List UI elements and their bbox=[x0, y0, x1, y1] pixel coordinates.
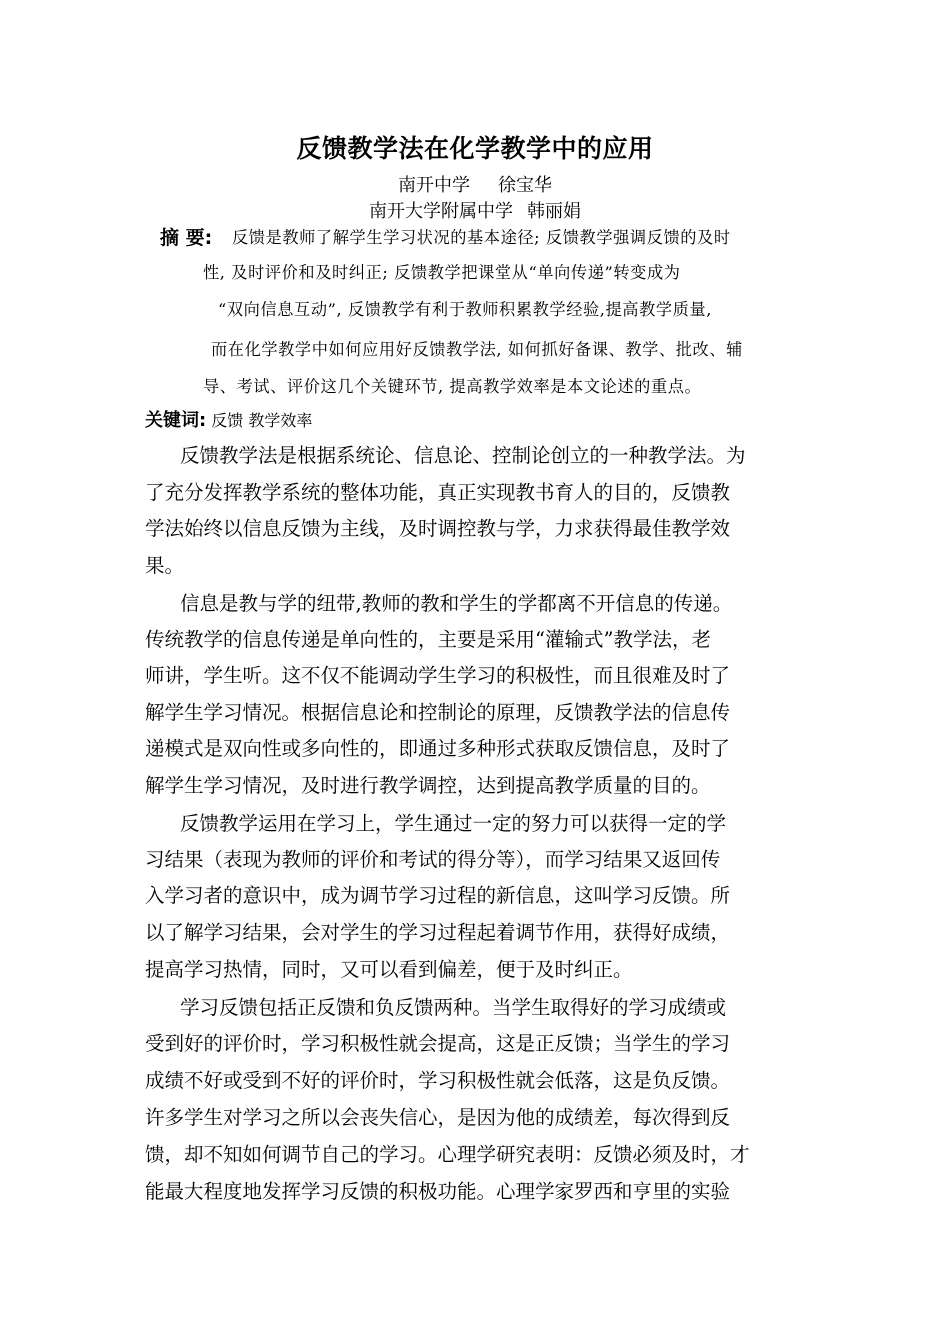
paragraph-line: 许多学生对学习之所以会丧失信心，是因为他的成绩差，每次得到反 bbox=[145, 1106, 731, 1129]
paragraph-line: 递模式是双向性或多向性的，即通过多种形式获取反馈信息，及时了 bbox=[145, 737, 731, 760]
author-affiliation-2 bbox=[0, 200, 950, 224]
paragraph-line: 信息是教与学的纽带,教师的教和学生的学都离不开信息的传递。 bbox=[180, 592, 733, 615]
paragraph-line: 能最大程度地发挥学习反馈的积极功能。心理学家罗西和亨里的实验 bbox=[145, 1180, 731, 1203]
keywords-label: 关键词: bbox=[145, 410, 207, 431]
paragraph-line: 入学习者的意识中，成为调节学习过程的新信息，这叫学习反馈。所 bbox=[145, 884, 731, 907]
paragraph-line: 反馈教学运用在学习上，学生通过一定的努力可以获得一定的学 bbox=[180, 812, 727, 835]
author-affiliation-1 bbox=[0, 174, 950, 198]
abstract-line: “双向信息互动”, 反馈教学有利于教师积累教学经验,提高教学质量, bbox=[218, 300, 712, 319]
paragraph-line: 成绩不好或受到不好的评价时，学习积极性就会低落，这是负反馈。 bbox=[145, 1069, 731, 1092]
paragraph-line: 解学生学习情况。根据信息论和控制论的原理，反馈教学法的信息传 bbox=[145, 701, 731, 724]
abstract-label: 摘 要: bbox=[160, 227, 213, 249]
paragraph-line: 习结果（表现为教师的评价和考试的得分等），而学习结果又返回传 bbox=[145, 848, 721, 871]
paragraph-line: 受到好的评价时，学习积极性就会提高，这是正反馈；当学生的学习 bbox=[145, 1032, 731, 1055]
paragraph-line: 学习反馈包括正反馈和负反馈两种。当学生取得好的学习成绩或 bbox=[180, 996, 727, 1019]
paragraph-line: 传统教学的信息传递是单向性的，主要是采用“灌输式”教学法，老 bbox=[145, 628, 711, 651]
keywords-line bbox=[145, 408, 312, 434]
paragraph-line: 师讲，学生听。这不仅不能调动学生学习的积极性，而且很难及时了 bbox=[145, 664, 731, 687]
paragraph-line: 了充分发挥教学系统的整体功能，真正实现教书育人的目的，反馈教 bbox=[145, 481, 731, 504]
paper-title: 反馈教学法在化学教学中的应用 bbox=[296, 134, 654, 163]
paragraph-line: 解学生学习情况，及时进行教学调控，达到提高教学质量的目的。 bbox=[145, 774, 711, 797]
author-school: 南开中学 bbox=[398, 175, 470, 196]
abstract-line: 反馈是教师了解学生学习状况的基本途径; 反馈教学强调反馈的及时 bbox=[232, 228, 731, 247]
keywords-text: 反馈 教学效率 bbox=[211, 411, 313, 430]
author-school: 南开大学附属中学 bbox=[369, 201, 513, 222]
paragraph-line: 反馈教学法是根据系统论、信息论、控制论创立的一种教学法。为 bbox=[180, 444, 746, 467]
paragraph-line: 学法始终以信息反馈为主线，及时调控教与学，力求获得最佳教学效 bbox=[145, 517, 731, 540]
paragraph-line: 以了解学习结果，会对学生的学习过程起着调节作用，获得好成绩， bbox=[145, 921, 731, 944]
paragraph-line: 提高学习热情，同时，又可以看到偏差，便于及时纠正。 bbox=[145, 958, 633, 981]
abstract-line: 而在化学教学中如何应用好反馈教学法, 如何抓好备课、教学、批改、辅 bbox=[211, 340, 743, 359]
abstract-line: 性, 及时评价和及时纠正; 反馈教学把课堂从“单向传递”转变成为 bbox=[203, 263, 681, 282]
abstract-line: 导、考试、评价这几个关键环节, 提高教学效率是本文论述的重点。 bbox=[203, 377, 702, 396]
author-name: 韩丽娟 bbox=[527, 201, 581, 222]
paragraph-line: 果。 bbox=[145, 554, 185, 577]
author-name: 徐宝华 bbox=[498, 175, 552, 196]
paragraph-line: 馈，却不知如何调节自己的学习。心理学研究表明：反馈必须及时，才 bbox=[145, 1143, 750, 1166]
